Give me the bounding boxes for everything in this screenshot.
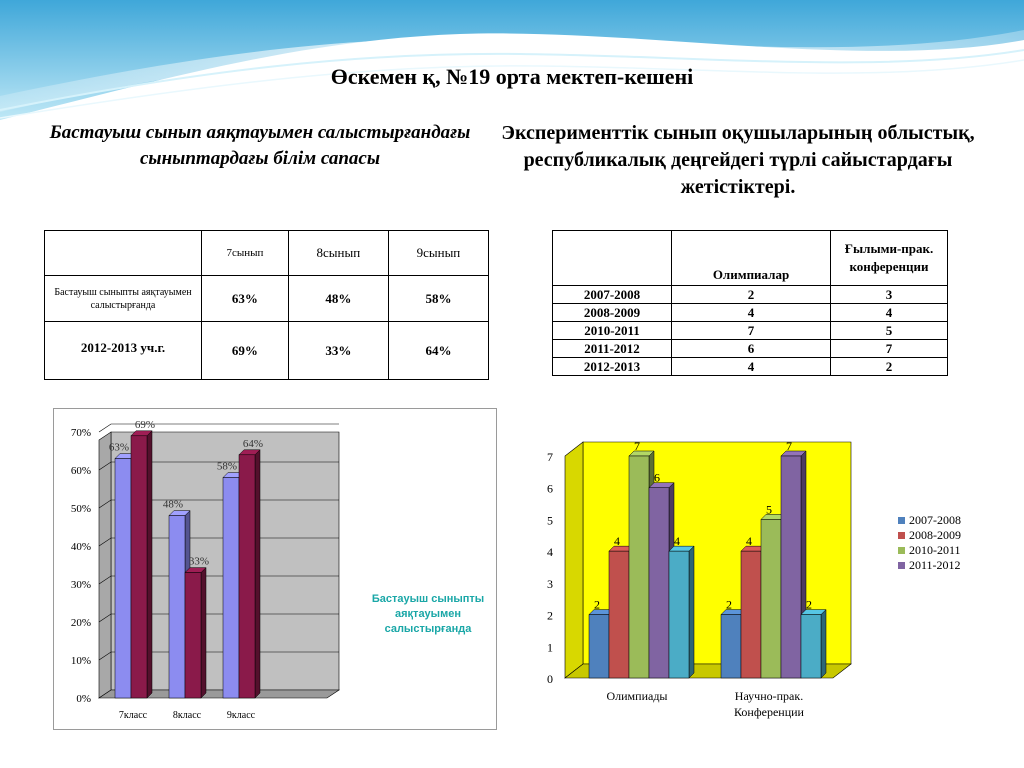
table-header-cell: 7сынып (202, 231, 289, 276)
data-label: 2 (806, 597, 812, 612)
bar (761, 519, 781, 678)
achievements-bar-chart (533, 432, 863, 722)
bar-side (201, 568, 206, 698)
table-header-cell (553, 231, 672, 286)
y-tick-label: 0% (76, 693, 91, 705)
bar-side (689, 546, 694, 678)
table-cell: 7 (831, 340, 948, 358)
chart2-legend (898, 514, 978, 574)
y-tick-label: 50% (70, 503, 91, 515)
data-label: 4 (614, 534, 620, 549)
y-tick-label: 6 (547, 481, 553, 496)
data-label: 58% (216, 460, 238, 473)
bar (721, 615, 741, 678)
table-cell: 2010-2011 (553, 322, 672, 340)
y-tick-label: 60% (70, 465, 91, 477)
y-tick-label: 30% (70, 579, 91, 591)
table-cell: 2 (831, 358, 948, 376)
table-cell: 7 (672, 322, 831, 340)
bar (649, 488, 669, 678)
legend-label: 2007-2008 (909, 513, 961, 527)
data-label: 7 (634, 439, 640, 453)
y-tick-label: 40% (70, 541, 91, 553)
table-header-cell: Олимпиалар (672, 231, 831, 286)
x-tick-label: 7класс (118, 710, 148, 721)
y-tick-label: 70% (70, 427, 91, 439)
bar (223, 478, 239, 698)
legend-label: 2011-2012 (909, 557, 961, 572)
bar (669, 551, 689, 678)
legend-swatch (898, 517, 905, 524)
table-header-cell: 9сынып (388, 231, 488, 276)
table-cell: 3 (831, 286, 948, 304)
data-label: 6 (654, 470, 660, 485)
table-cell: 33% (288, 322, 388, 380)
data-label: 48% (162, 498, 184, 511)
data-label: 5 (766, 502, 772, 517)
legend-item (898, 529, 978, 542)
table-cell: Бастауыш сыныпты аяқтауымен салыстырғанда (45, 276, 202, 322)
x-tick-label: Научно-прак. (734, 689, 804, 703)
bar (741, 551, 761, 678)
x-tick-label: Олимпиады (606, 689, 668, 703)
table-cell: 69% (202, 322, 289, 380)
bar-side (821, 610, 826, 678)
x-tick-label: 9класс (226, 710, 256, 721)
legend-item (898, 544, 978, 557)
legend-item (898, 514, 978, 527)
bar (609, 551, 629, 678)
bar (801, 615, 821, 678)
y-tick-label: 10% (70, 655, 91, 667)
bar (185, 573, 201, 698)
bar (115, 459, 131, 698)
y-tick-label: 4 (547, 545, 553, 560)
page-title: Өскемен қ, №19 орта мектеп-кешені (330, 64, 694, 89)
table-cell: 2007-2008 (553, 286, 672, 304)
data-label: 4 (674, 534, 680, 549)
left-section-heading: Бастауыш сынып аяқтауымен салыстырғандағы сыныптардағы білім сапасы (49, 122, 471, 169)
legend-swatch (898, 547, 905, 554)
bar (169, 516, 185, 698)
quality-bar-chart (53, 408, 497, 730)
data-label: 2 (726, 597, 732, 612)
y-tick-label: 1 (547, 640, 553, 655)
data-label: 33% (188, 555, 210, 568)
table-cell: 2012-2013 (553, 358, 672, 376)
table-row (553, 340, 948, 358)
table-header-cell (45, 231, 202, 276)
y-tick-label: 2 (547, 608, 553, 623)
table-row (553, 322, 948, 340)
chart-side-wall (99, 432, 111, 698)
data-label: 2 (594, 597, 600, 612)
legend-swatch (898, 532, 905, 539)
table-row (45, 322, 489, 380)
legend-label: 2010-2011 (909, 542, 961, 557)
table-cell: 2008-2009 (553, 304, 672, 322)
right-section-heading: Эксперименттік сынып оқушыларының облыстық, республикалық деңгейдегі түрлі сайыстардағы жетістіктері. (501, 122, 975, 198)
y-tick-label: 0 (547, 672, 553, 686)
data-label: 7 (786, 439, 792, 453)
bar (131, 436, 147, 698)
table-cell: 48% (288, 276, 388, 322)
table-header-row (553, 231, 948, 286)
y-tick-label: 20% (70, 617, 91, 629)
table-cell: 2 (672, 286, 831, 304)
bar (781, 456, 801, 678)
table-cell: 6 (672, 340, 831, 358)
table-header-cell: 8сынып (288, 231, 388, 276)
table-cell: 4 (672, 304, 831, 322)
bar (629, 456, 649, 678)
y-tick-label: 7 (547, 450, 553, 464)
table-row (553, 358, 948, 376)
achievements-table (552, 230, 948, 376)
chart-side-wall (565, 442, 583, 678)
bar (589, 615, 609, 678)
table-cell: 64% (388, 322, 488, 380)
legend-label: 2008-2009 (909, 527, 961, 542)
data-label: 64% (242, 437, 264, 450)
y-tick-label: 3 (547, 576, 553, 591)
legend-item (898, 559, 978, 572)
table-cell: 4 (672, 358, 831, 376)
table-cell: 2011-2012 (553, 340, 672, 358)
table-cell: 58% (388, 276, 488, 322)
data-label: 63% (108, 441, 130, 454)
table-cell: 4 (831, 304, 948, 322)
table-cell: 63% (202, 276, 289, 322)
x-tick-label: 8класс (172, 710, 202, 721)
bar-side (255, 450, 260, 698)
table-row (45, 276, 489, 322)
legend-swatch (898, 562, 905, 569)
quality-table (44, 230, 489, 380)
bar (239, 455, 255, 698)
data-label: 69% (134, 418, 156, 431)
table-row (553, 304, 948, 322)
table-row (553, 286, 948, 304)
y-tick-label: 5 (547, 513, 553, 528)
table-header-row (45, 231, 489, 276)
x-tick-label-line2: Конференции (734, 705, 804, 719)
table-cell: 5 (831, 322, 948, 340)
table-header-cell: Ғылыми-прак. конференции (831, 231, 948, 286)
table-cell: 2012-2013 уч.г. (45, 322, 202, 380)
chart1-legend: Бастауыш сыныпты аяқтауымен салыстырғанда (371, 593, 485, 635)
bar-side (147, 431, 152, 698)
data-label: 4 (746, 534, 752, 549)
